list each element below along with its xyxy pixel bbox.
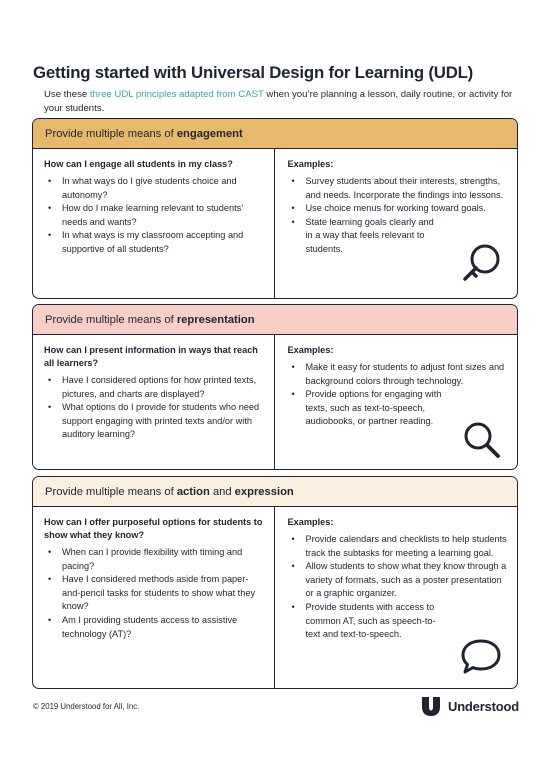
examples-label: Examples:	[287, 345, 334, 355]
list-item: • In what ways do I give students choice and autonomy?	[44, 175, 264, 202]
list-item: • When can I provide flexibility with timing and pacing?	[44, 546, 264, 573]
engagement-questions	[33, 149, 275, 298]
representation-header: Provide multiple means of representation	[33, 305, 517, 335]
action-expression-question-list	[44, 546, 264, 641]
list-item: • In what ways is my classroom accepting and supportive of all students?	[44, 229, 264, 256]
list-item: • Provide options for engaging with texts, such as text-to-speech, audiobooks, or partner reading.	[288, 388, 508, 429]
action-expression-header: Provide multiple means of action and expression	[33, 477, 517, 507]
brand-name: Understood	[448, 698, 519, 714]
magnifier-icon	[461, 419, 503, 461]
understood-mark-icon	[420, 695, 442, 717]
representation-question-heading: How can I present information in ways that reach all learners?	[44, 345, 258, 368]
engagement-question-heading: How can I engage all students in my class?	[44, 159, 233, 169]
list-item: • Have I considered options for how printed texts, pictures, and charts are displayed?	[44, 374, 264, 401]
action-expression-questions	[33, 507, 275, 688]
list-item: • Allow students to show what they know through a variety of formats, such as a poster presentation or a graphic organizer.	[288, 560, 508, 601]
copyright-text: © 2019 Understood for All, Inc.	[33, 702, 140, 711]
cast-link[interactable]: three UDL principles adapted from CAST	[89, 89, 264, 100]
lightbulb-icon	[459, 242, 503, 286]
list-item: • Am I providing students access to assistive technology (AT)?	[44, 614, 264, 641]
list-item: • Survey students about their interests, strengths, and needs. Incorporate the findings into lessons.	[288, 175, 508, 202]
representation-card	[32, 304, 518, 470]
engagement-question-list	[44, 175, 264, 257]
examples-label: Examples:	[287, 517, 334, 527]
page-subtitle: Use these three UDL principles adapted from CAST when you’re planning a lesson, daily routine, or activity for your students.	[44, 89, 513, 114]
list-item: • What options do I provide for students who need support engaging with printed texts and/or with auditory learning?	[44, 401, 264, 442]
list-item: • State learning goals clearly and in a way that feels relevant to students.	[288, 216, 508, 257]
list-item: • Have I considered methods aside from paper-and-pencil tasks for students to show what they know?	[44, 573, 264, 614]
list-item: • Make it easy for students to adjust font sizes and background colors through technology.	[288, 361, 508, 388]
speech-bubble-icon	[459, 636, 503, 678]
action-expression-example-list	[288, 533, 508, 642]
examples-label: Examples:	[287, 159, 334, 169]
engagement-card	[32, 118, 518, 299]
representation-question-list	[44, 374, 264, 442]
representation-questions	[33, 335, 275, 469]
page-title: Getting started with Universal Design for Learning (UDL)	[33, 63, 474, 82]
list-item: • Provide students with access to common AT, such as speech-to-text and text-to-speech.	[288, 601, 508, 642]
list-item: • Use choice menus for working toward goals.	[288, 202, 508, 216]
understood-logo	[420, 695, 519, 717]
list-item: • How do I make learning relevant to students’ needs and wants?	[44, 202, 264, 229]
list-item: • Provide calendars and checklists to help students track the subtasks for meeting a learning goal.	[288, 533, 508, 560]
action-expression-card	[32, 476, 518, 689]
action-expression-question-heading: How can I offer purposeful options for students to show what they know?	[44, 517, 263, 540]
engagement-header: Provide multiple means of engagement	[33, 119, 517, 149]
